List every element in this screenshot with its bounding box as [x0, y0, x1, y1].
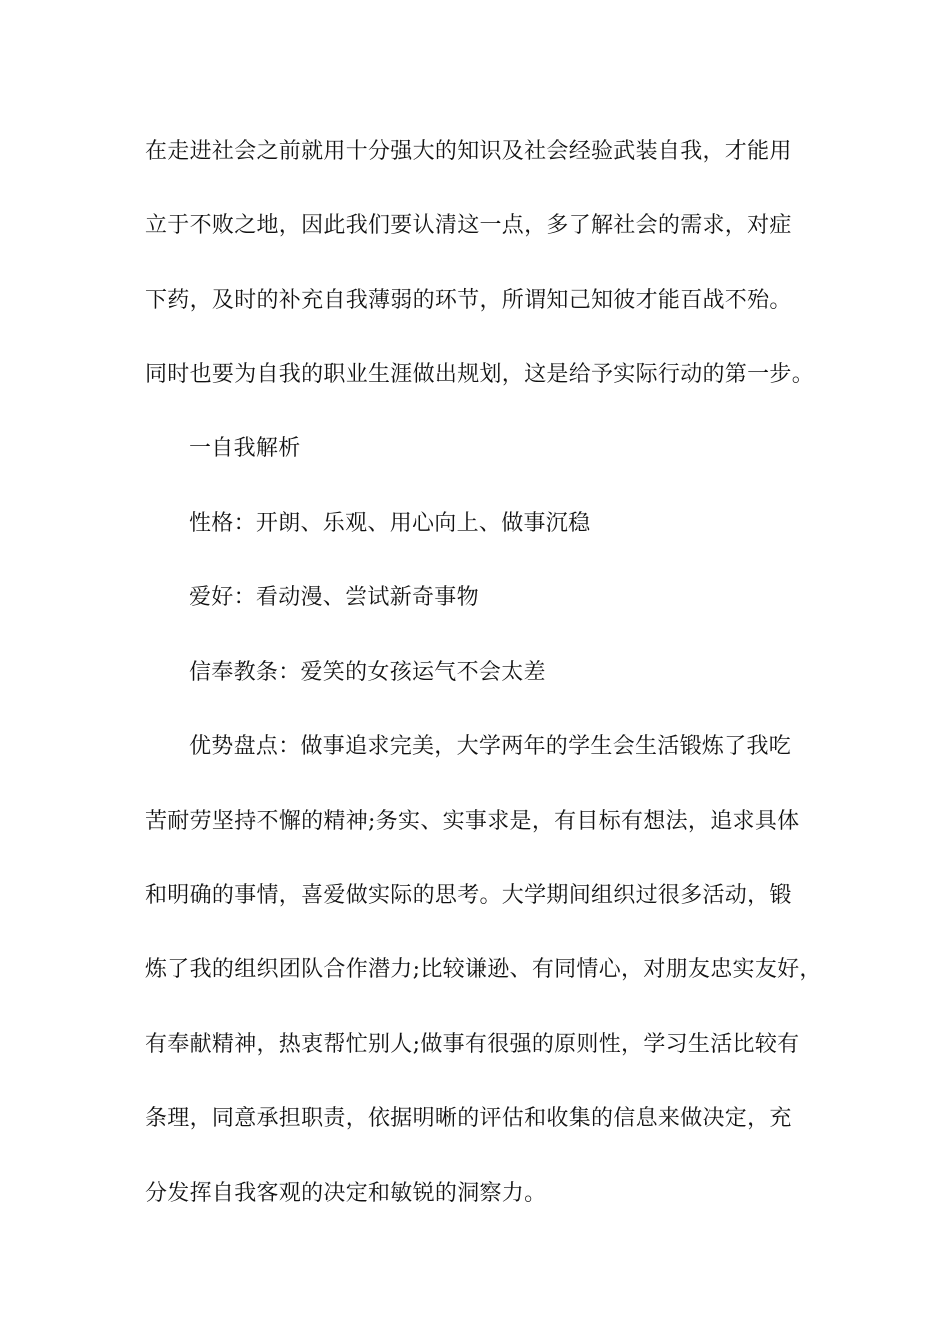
paragraph-line: 有奉献精神，热衷帮忙别人;做事有很强的原则性，学习生活比较有	[145, 1032, 800, 1057]
paragraph-line: 同时也要为自我的职业生涯做出规划，这是给予实际行动的第一步。	[145, 362, 815, 387]
motto-line: 信奉教条：爱笑的女孩运气不会太差	[189, 660, 546, 685]
section-heading: 一自我解析	[189, 436, 301, 461]
strengths-line: 优势盘点：做事追求完美，大学两年的学生会生活锻炼了我吃	[189, 734, 792, 759]
paragraph-line: 苦耐劳坚持不懈的精神;务实、实事求是，有目标有想法，追求具体	[145, 809, 800, 834]
personality-line: 性格：开朗、乐观、用心向上、做事沉稳	[189, 511, 591, 536]
paragraph-line: 分发挥自我客观的决定和敏锐的洞察力。	[145, 1181, 547, 1206]
paragraph-line: 条理，同意承担职责，依据明晰的评估和收集的信息来做决定，充	[145, 1106, 792, 1131]
paragraph-line: 立于不败之地，因此我们要认清这一点，多了解社会的需求，对症	[145, 213, 792, 238]
paragraph-line: 炼了我的组织团队合作潜力;比较谦逊、有同情心，对朋友忠实友好，	[145, 957, 822, 982]
paragraph-line: 下药，及时的补充自我薄弱的环节，所谓知己知彼才能百战不殆。	[145, 288, 792, 313]
hobby-line: 爱好：看动漫、尝试新奇事物	[189, 585, 479, 610]
paragraph-line: 在走进社会之前就用十分强大的知识及社会经验武装自我，才能用	[145, 139, 792, 164]
paragraph-line: 和明确的事情，喜爱做实际的思考。大学期间组织过很多活动，锻	[145, 883, 792, 908]
